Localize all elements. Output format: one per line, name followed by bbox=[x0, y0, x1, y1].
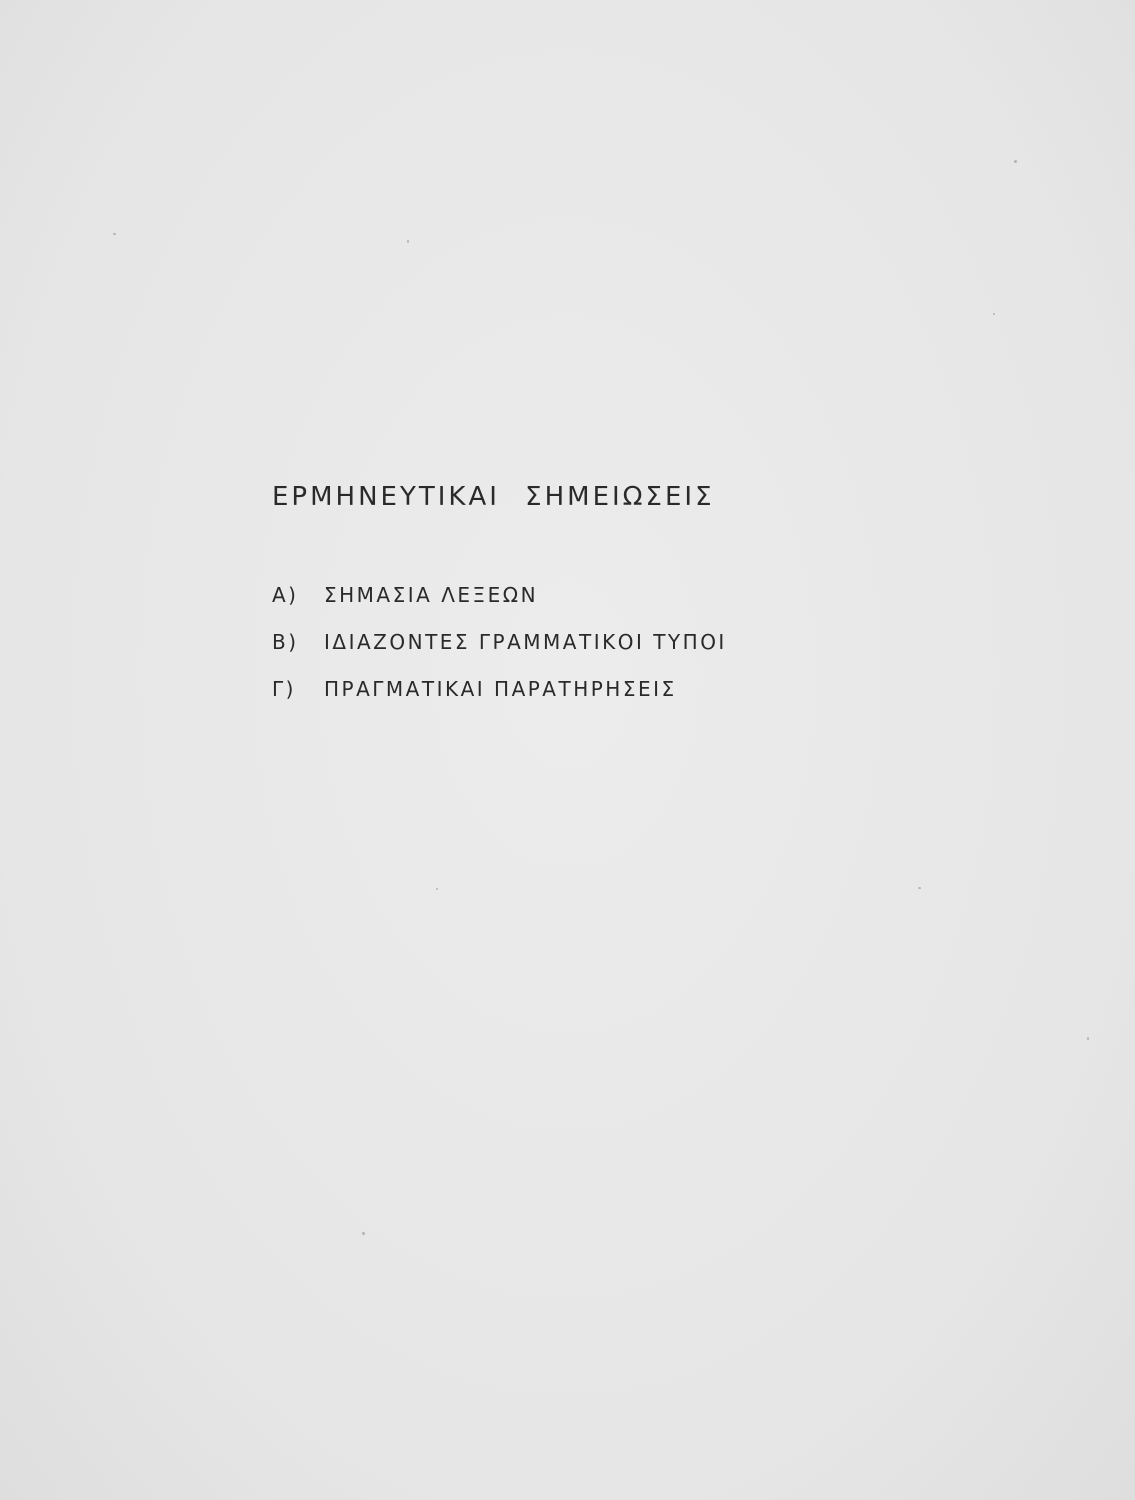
section-heading: ΣΗΜΑΣΙΑ ΛΕΞΕΩΝ bbox=[324, 583, 539, 607]
section-list bbox=[272, 583, 727, 724]
section-marker: Β) bbox=[272, 630, 299, 654]
paper-speck bbox=[918, 887, 921, 889]
paper-speck bbox=[407, 240, 409, 243]
page-title: ΕΡΜΗΝΕΥΤΙΚΑΙ ΣΗΜΕΙΩΣΕΙΣ bbox=[272, 482, 715, 512]
section-item bbox=[272, 583, 727, 630]
paper-speck bbox=[1087, 1037, 1089, 1040]
section-heading: ΙΔΙΑΖΟΝΤΕΣ ΓΡΑΜΜΑΤΙΚΟΙ ΤΥΠΟΙ bbox=[324, 630, 727, 654]
section-item bbox=[272, 630, 727, 677]
section-item bbox=[272, 677, 727, 724]
paper-speck bbox=[113, 233, 116, 235]
section-marker: Γ) bbox=[272, 677, 296, 701]
section-heading: ΠΡΑΓΜΑΤΙΚΑΙ ΠΑΡΑΤΗΡΗΣΕΙΣ bbox=[324, 677, 677, 701]
paper-speck bbox=[362, 1232, 365, 1235]
paper-speck bbox=[993, 313, 995, 315]
paper-speck bbox=[436, 888, 438, 890]
section-marker: Α) bbox=[272, 583, 299, 607]
paper-speck bbox=[1014, 160, 1017, 163]
